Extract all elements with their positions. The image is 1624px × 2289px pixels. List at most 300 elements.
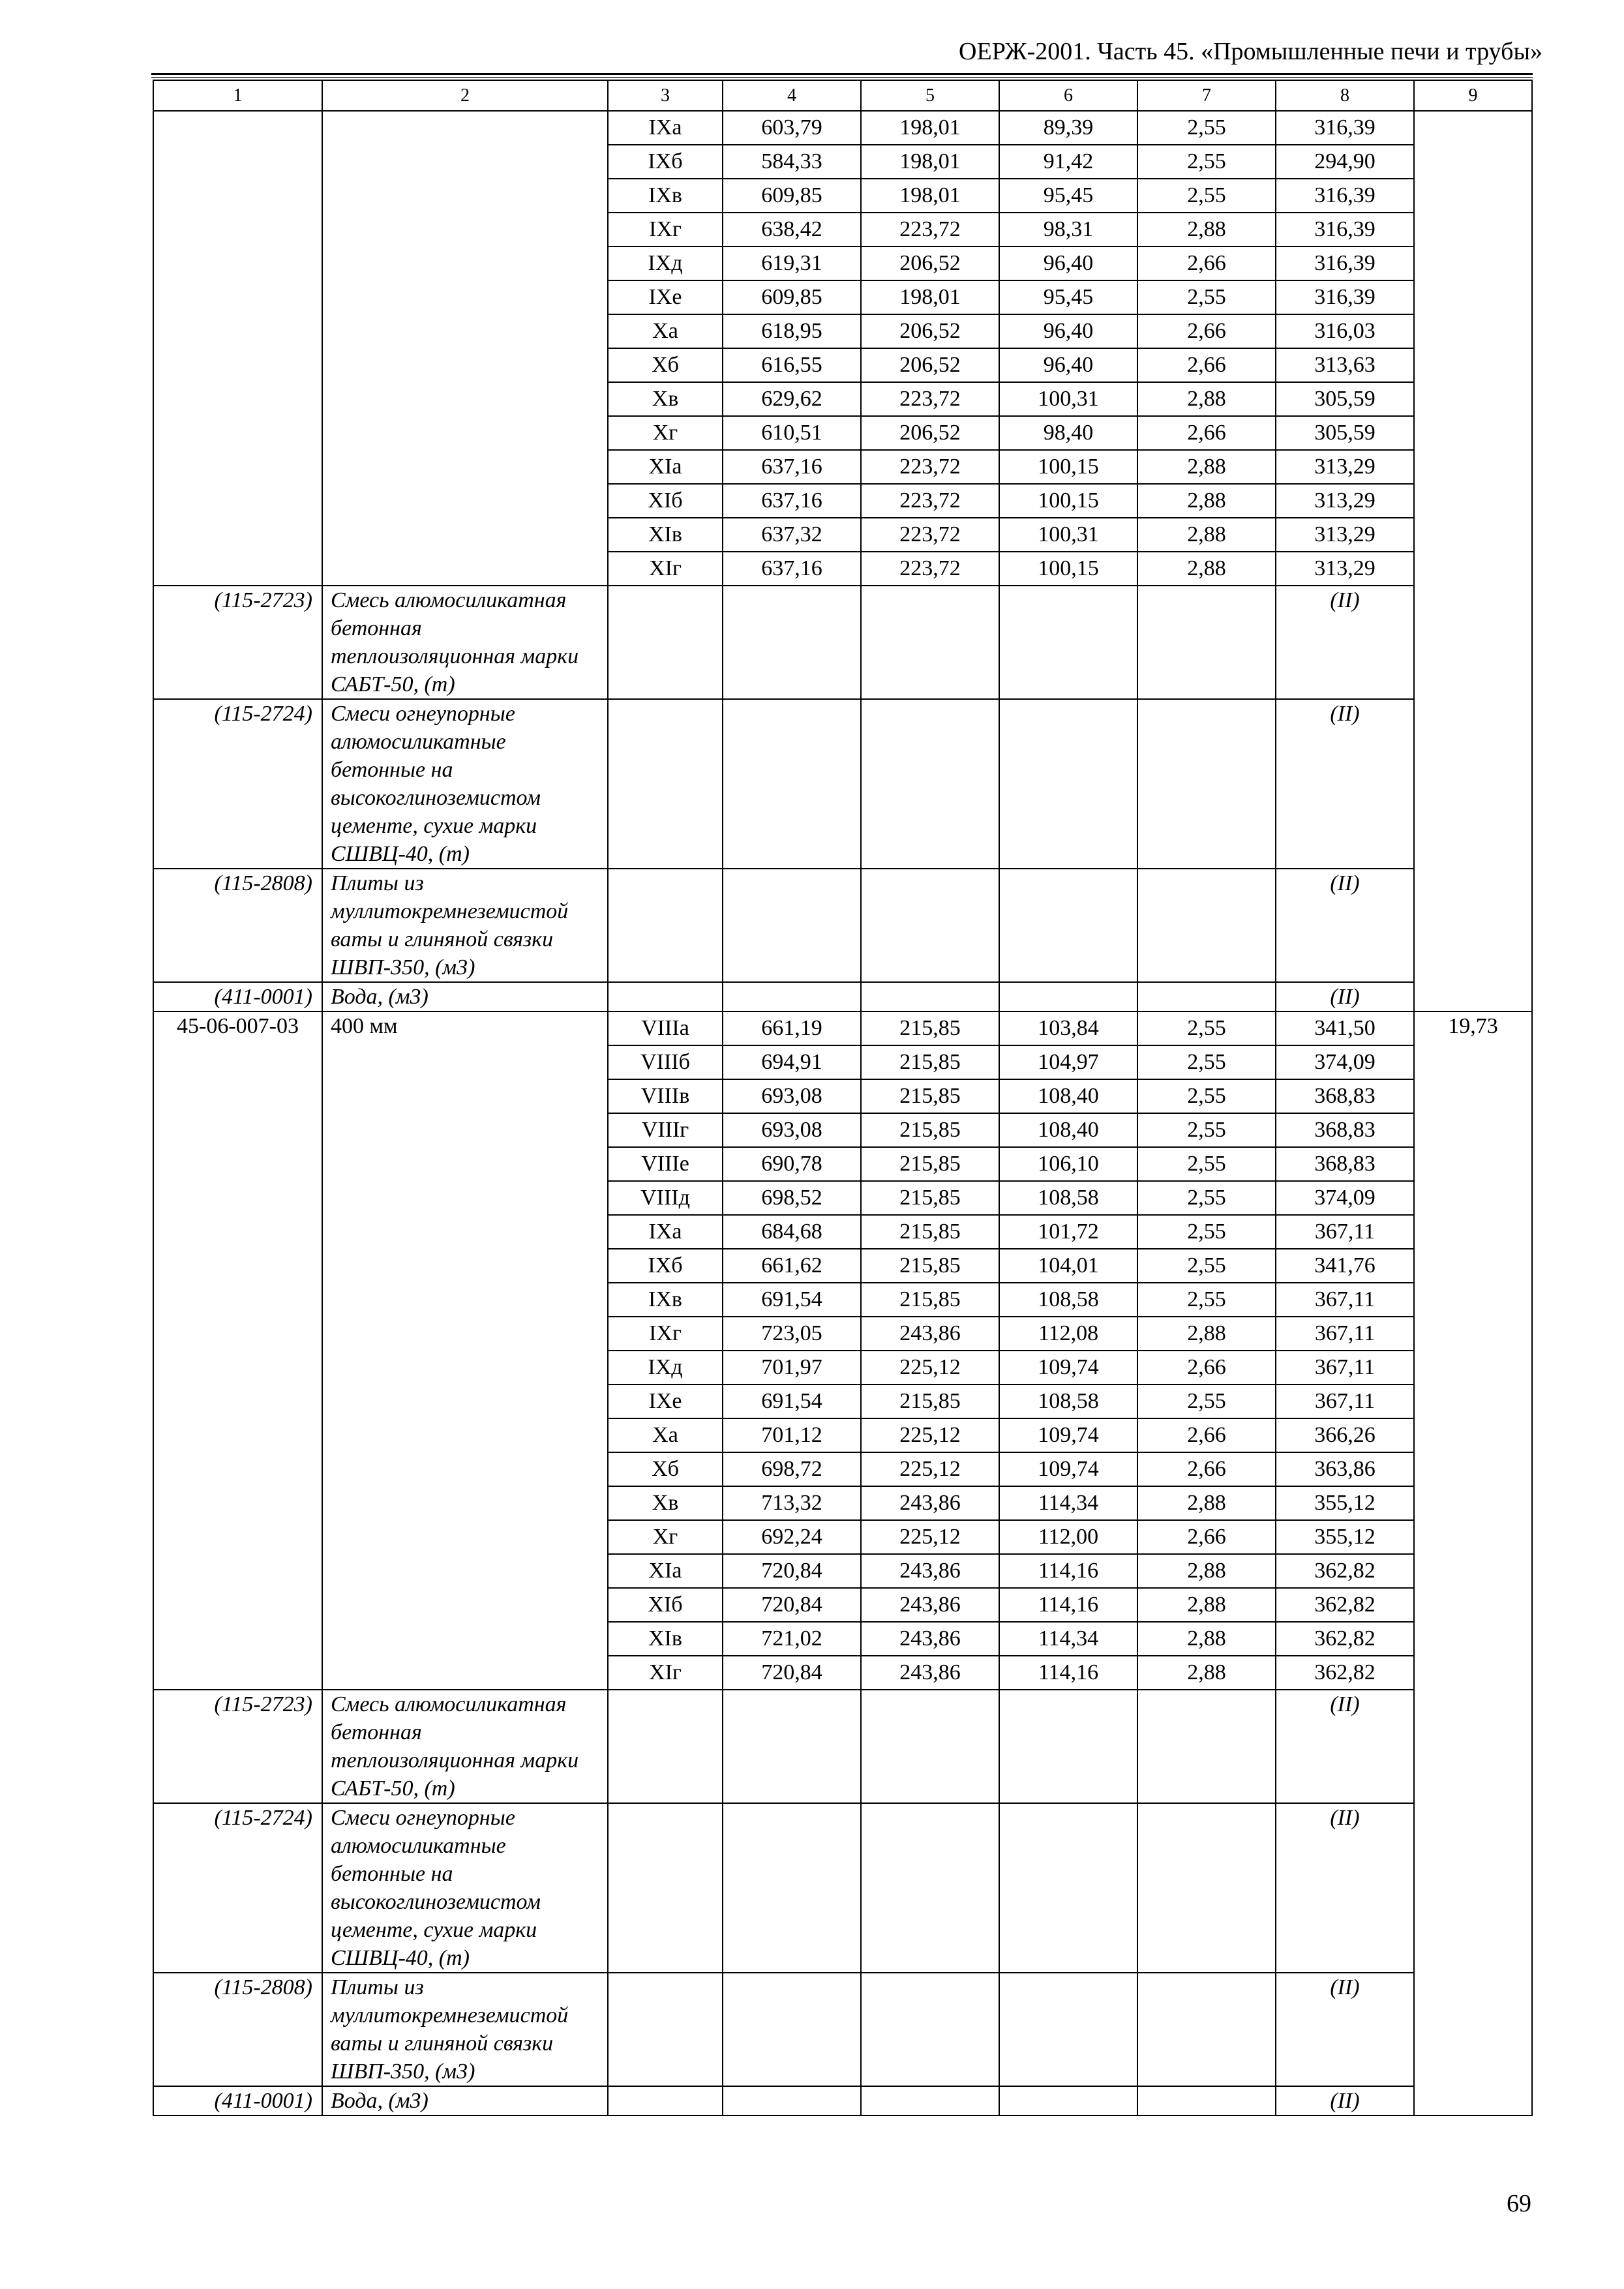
table-cell: 243,86 bbox=[861, 1656, 999, 1690]
table-cell: 108,40 bbox=[999, 1113, 1137, 1147]
empty-cell bbox=[861, 699, 999, 869]
table-cell: Xа bbox=[608, 1418, 723, 1452]
empty-cell bbox=[608, 1973, 723, 2086]
empty-cell bbox=[999, 1690, 1137, 1803]
table-cell: IXв bbox=[608, 1283, 723, 1317]
table-cell: 305,59 bbox=[1276, 416, 1414, 450]
table-cell: 2,66 bbox=[1137, 247, 1276, 280]
table-cell: 2,55 bbox=[1137, 1249, 1276, 1283]
header-rule-thick bbox=[151, 73, 1533, 75]
column-number: 4 bbox=[723, 80, 861, 111]
resource-name: Смеси огнеупорные алюмосиликатные бетонные на высокоглиноземистом цементе, сухие марки СШВЦ-40, (т) bbox=[322, 699, 608, 869]
table-cell: 2,55 bbox=[1137, 145, 1276, 179]
table-cell: VIIIд bbox=[608, 1181, 723, 1215]
table-cell: Xг bbox=[608, 416, 723, 450]
table-cell: 108,58 bbox=[999, 1283, 1137, 1317]
table-cell: 721,02 bbox=[723, 1622, 861, 1656]
table-cell: 2,88 bbox=[1137, 1588, 1276, 1622]
table-cell: 100,15 bbox=[999, 450, 1137, 484]
table-cell: 723,05 bbox=[723, 1317, 861, 1351]
empty-cell bbox=[608, 699, 723, 869]
table-cell: 691,54 bbox=[723, 1283, 861, 1317]
table-cell: 114,16 bbox=[999, 1554, 1137, 1588]
table-cell: 720,84 bbox=[723, 1554, 861, 1588]
table-cell: 2,88 bbox=[1137, 1622, 1276, 1656]
empty-cell bbox=[723, 1803, 861, 1973]
table-cell: 362,82 bbox=[1276, 1656, 1414, 1690]
table-cell: 206,52 bbox=[861, 247, 999, 280]
empty-cell bbox=[1137, 2086, 1276, 2116]
table-cell: 206,52 bbox=[861, 416, 999, 450]
table-cell: 2,88 bbox=[1137, 552, 1276, 586]
table-cell: 225,12 bbox=[861, 1452, 999, 1486]
resource-class: (II) bbox=[1276, 586, 1414, 699]
table-cell: 198,01 bbox=[861, 179, 999, 213]
rate-name bbox=[322, 111, 608, 586]
resource-class: (II) bbox=[1276, 1973, 1414, 2086]
resource-class: (II) bbox=[1276, 982, 1414, 1011]
table-cell: XIа bbox=[608, 1554, 723, 1588]
table-cell: 368,83 bbox=[1276, 1079, 1414, 1113]
column-number: 3 bbox=[608, 80, 723, 111]
table-cell: 609,85 bbox=[723, 179, 861, 213]
table-cell: 223,72 bbox=[861, 213, 999, 247]
table-cell: 215,85 bbox=[861, 1147, 999, 1181]
resource-code: (411-0001) bbox=[153, 2086, 322, 2116]
table-cell: 363,86 bbox=[1276, 1452, 1414, 1486]
resource-class: (II) bbox=[1276, 2086, 1414, 2116]
table-cell: Xб bbox=[608, 348, 723, 382]
table-cell: 368,83 bbox=[1276, 1147, 1414, 1181]
table-cell: 215,85 bbox=[861, 1113, 999, 1147]
empty-cell bbox=[723, 699, 861, 869]
table-cell: 374,09 bbox=[1276, 1181, 1414, 1215]
table-cell: 2,55 bbox=[1137, 1113, 1276, 1147]
empty-cell bbox=[999, 982, 1137, 1011]
table-cell: 584,33 bbox=[723, 145, 861, 179]
table-cell: 243,86 bbox=[861, 1588, 999, 1622]
table-cell: 96,40 bbox=[999, 348, 1137, 382]
table-cell: 2,66 bbox=[1137, 416, 1276, 450]
resource-name: Вода, (м3) bbox=[322, 982, 608, 1011]
table-cell: 198,01 bbox=[861, 111, 999, 145]
table-cell: 96,40 bbox=[999, 247, 1137, 280]
col9-value: 19,73 bbox=[1414, 1011, 1532, 2116]
table-cell: 215,85 bbox=[861, 1181, 999, 1215]
column-number: 2 bbox=[322, 80, 608, 111]
rate-name: 400 мм bbox=[322, 1011, 608, 1690]
table-cell: 2,55 bbox=[1137, 1079, 1276, 1113]
empty-cell bbox=[723, 2086, 861, 2116]
resource-code: (115-2723) bbox=[153, 586, 322, 699]
table-cell: IXе bbox=[608, 1384, 723, 1418]
table-cell: 366,26 bbox=[1276, 1418, 1414, 1452]
table-cell: 2,55 bbox=[1137, 280, 1276, 314]
table-cell: 100,15 bbox=[999, 552, 1137, 586]
table-cell: 698,72 bbox=[723, 1452, 861, 1486]
table-cell: Xв bbox=[608, 1486, 723, 1520]
table-cell: 2,88 bbox=[1137, 213, 1276, 247]
table-cell: 2,55 bbox=[1137, 1011, 1276, 1045]
empty-cell bbox=[723, 1973, 861, 2086]
table-cell: 103,84 bbox=[999, 1011, 1137, 1045]
empty-cell bbox=[999, 1803, 1137, 1973]
table-cell: 223,72 bbox=[861, 382, 999, 416]
table-cell: 106,10 bbox=[999, 1147, 1137, 1181]
table-cell: 684,68 bbox=[723, 1215, 861, 1249]
table-cell: 215,85 bbox=[861, 1011, 999, 1045]
table-cell: XIв bbox=[608, 518, 723, 552]
table-cell: 637,32 bbox=[723, 518, 861, 552]
table-cell: 362,82 bbox=[1276, 1588, 1414, 1622]
table-cell: 215,85 bbox=[861, 1249, 999, 1283]
table-cell: 637,16 bbox=[723, 552, 861, 586]
table-cell: XIв bbox=[608, 1622, 723, 1656]
empty-cell bbox=[861, 2086, 999, 2116]
table-cell: 694,91 bbox=[723, 1045, 861, 1079]
table-cell: 198,01 bbox=[861, 145, 999, 179]
table-cell: 114,16 bbox=[999, 1656, 1137, 1690]
header-rule-thin bbox=[151, 77, 1533, 78]
table-cell: IXб bbox=[608, 145, 723, 179]
table-cell: 215,85 bbox=[861, 1384, 999, 1418]
table-cell: 661,62 bbox=[723, 1249, 861, 1283]
table-cell: 362,82 bbox=[1276, 1622, 1414, 1656]
table-cell: XIг bbox=[608, 552, 723, 586]
resource-class: (II) bbox=[1276, 869, 1414, 982]
table-cell: 701,12 bbox=[723, 1418, 861, 1452]
table-cell: 98,40 bbox=[999, 416, 1137, 450]
table-cell: XIг bbox=[608, 1656, 723, 1690]
table-cell: 367,11 bbox=[1276, 1317, 1414, 1351]
table-cell: 609,85 bbox=[723, 280, 861, 314]
table-cell: 223,72 bbox=[861, 552, 999, 586]
table-cell: Xв bbox=[608, 382, 723, 416]
column-number: 7 bbox=[1137, 80, 1276, 111]
table-cell: 367,11 bbox=[1276, 1351, 1414, 1384]
table-cell: 2,55 bbox=[1137, 1147, 1276, 1181]
resource-code: (115-2724) bbox=[153, 1803, 322, 1973]
resource-row bbox=[153, 699, 1532, 869]
table-cell: XIб bbox=[608, 1588, 723, 1622]
table-cell: 341,50 bbox=[1276, 1011, 1414, 1045]
table-cell: 225,12 bbox=[861, 1418, 999, 1452]
table-cell: 313,29 bbox=[1276, 552, 1414, 586]
empty-cell bbox=[1137, 982, 1276, 1011]
table-cell: VIIIа bbox=[608, 1011, 723, 1045]
table-cell: 316,03 bbox=[1276, 314, 1414, 348]
table-cell: 223,72 bbox=[861, 518, 999, 552]
table-cell: 215,85 bbox=[861, 1079, 999, 1113]
table-cell: 2,66 bbox=[1137, 1452, 1276, 1486]
table-cell: 198,01 bbox=[861, 280, 999, 314]
table-cell: IXг bbox=[608, 1317, 723, 1351]
table-cell: 112,08 bbox=[999, 1317, 1137, 1351]
empty-cell bbox=[1137, 1690, 1276, 1803]
table-cell: 2,88 bbox=[1137, 382, 1276, 416]
table-cell: 243,86 bbox=[861, 1486, 999, 1520]
table-cell: 100,15 bbox=[999, 484, 1137, 518]
table-cell: 316,39 bbox=[1276, 280, 1414, 314]
empty-cell bbox=[861, 1803, 999, 1973]
table-cell: 2,88 bbox=[1137, 450, 1276, 484]
table-cell: 2,88 bbox=[1137, 1486, 1276, 1520]
table-cell: 109,74 bbox=[999, 1351, 1137, 1384]
table-cell: 362,82 bbox=[1276, 1554, 1414, 1588]
table-cell: 2,66 bbox=[1137, 1520, 1276, 1554]
table-cell: 316,39 bbox=[1276, 111, 1414, 145]
col9-value bbox=[1414, 111, 1532, 1011]
table-cell: 2,55 bbox=[1137, 1384, 1276, 1418]
resource-row bbox=[153, 869, 1532, 982]
table-cell: 341,76 bbox=[1276, 1249, 1414, 1283]
table-cell: 637,16 bbox=[723, 484, 861, 518]
resource-name: Плиты из муллитокремнеземистой ваты и глиняной связки ШВП-350, (м3) bbox=[322, 869, 608, 982]
table-cell: IXв bbox=[608, 179, 723, 213]
resource-code: (411-0001) bbox=[153, 982, 322, 1011]
table-cell: 2,66 bbox=[1137, 1418, 1276, 1452]
table-cell: 215,85 bbox=[861, 1045, 999, 1079]
table-cell: 618,95 bbox=[723, 314, 861, 348]
table-cell: Xа bbox=[608, 314, 723, 348]
table-cell: 603,79 bbox=[723, 111, 861, 145]
table-cell: 114,16 bbox=[999, 1588, 1137, 1622]
table-cell: 96,40 bbox=[999, 314, 1137, 348]
table-cell: 215,85 bbox=[861, 1283, 999, 1317]
table-cell: 243,86 bbox=[861, 1554, 999, 1588]
empty-cell bbox=[723, 1690, 861, 1803]
table-cell: 2,55 bbox=[1137, 179, 1276, 213]
table-cell: 223,72 bbox=[861, 484, 999, 518]
resource-row bbox=[153, 586, 1532, 699]
empty-cell bbox=[608, 1803, 723, 1973]
resource-class: (II) bbox=[1276, 1690, 1414, 1803]
table-cell: 374,09 bbox=[1276, 1045, 1414, 1079]
resource-class: (II) bbox=[1276, 699, 1414, 869]
resource-code: (115-2808) bbox=[153, 1973, 322, 2086]
empty-cell bbox=[861, 982, 999, 1011]
table-cell: 313,63 bbox=[1276, 348, 1414, 382]
table-cell: 109,74 bbox=[999, 1452, 1137, 1486]
table-cell: IXд bbox=[608, 1351, 723, 1384]
table-cell: 243,86 bbox=[861, 1317, 999, 1351]
table-cell: Xг bbox=[608, 1520, 723, 1554]
table-cell: 2,88 bbox=[1137, 1554, 1276, 1588]
empty-cell bbox=[1137, 699, 1276, 869]
table-cell: IXа bbox=[608, 1215, 723, 1249]
rates-table bbox=[153, 80, 1533, 2116]
resource-name: Смеси огнеупорные алюмосиликатные бетонные на высокоглиноземистом цементе, сухие марки СШВЦ-40, (т) bbox=[322, 1803, 608, 1973]
resource-row bbox=[153, 1803, 1532, 1973]
empty-cell bbox=[861, 586, 999, 699]
table-cell: 619,31 bbox=[723, 247, 861, 280]
table-cell: 225,12 bbox=[861, 1520, 999, 1554]
table-cell: 367,11 bbox=[1276, 1384, 1414, 1418]
table-cell: 629,62 bbox=[723, 382, 861, 416]
table-cell: 2,55 bbox=[1137, 1045, 1276, 1079]
column-number: 8 bbox=[1276, 80, 1414, 111]
table-cell: 355,12 bbox=[1276, 1520, 1414, 1554]
empty-cell bbox=[723, 586, 861, 699]
table-cell: 206,52 bbox=[861, 314, 999, 348]
table-cell: 2,88 bbox=[1137, 1656, 1276, 1690]
resource-code: (115-2724) bbox=[153, 699, 322, 869]
empty-cell bbox=[1137, 1973, 1276, 2086]
table-cell: 313,29 bbox=[1276, 484, 1414, 518]
resource-code: (115-2808) bbox=[153, 869, 322, 982]
table-cell: 690,78 bbox=[723, 1147, 861, 1181]
table-cell: 100,31 bbox=[999, 518, 1137, 552]
empty-cell bbox=[1137, 1803, 1276, 1973]
table-cell: 243,86 bbox=[861, 1622, 999, 1656]
resource-row bbox=[153, 1690, 1532, 1803]
empty-cell bbox=[999, 1973, 1137, 2086]
table-cell: 2,55 bbox=[1137, 1215, 1276, 1249]
table-cell: 2,88 bbox=[1137, 518, 1276, 552]
empty-cell bbox=[999, 699, 1137, 869]
table-cell: 313,29 bbox=[1276, 518, 1414, 552]
table-cell: 610,51 bbox=[723, 416, 861, 450]
table-cell: 114,34 bbox=[999, 1622, 1137, 1656]
resource-class: (II) bbox=[1276, 1803, 1414, 1973]
empty-cell bbox=[608, 869, 723, 982]
table-cell: 367,11 bbox=[1276, 1283, 1414, 1317]
empty-cell bbox=[723, 982, 861, 1011]
empty-cell bbox=[608, 2086, 723, 2116]
table-cell: VIIIе bbox=[608, 1147, 723, 1181]
table-cell: IXа bbox=[608, 111, 723, 145]
table-cell: 701,97 bbox=[723, 1351, 861, 1384]
table-cell: 112,00 bbox=[999, 1520, 1137, 1554]
resource-code: (115-2723) bbox=[153, 1690, 322, 1803]
page-number: 69 bbox=[1507, 2190, 1531, 2217]
column-number: 1 bbox=[153, 80, 322, 111]
table-cell: 316,39 bbox=[1276, 247, 1414, 280]
empty-cell bbox=[608, 1690, 723, 1803]
table-cell: VIIIб bbox=[608, 1045, 723, 1079]
table-cell: 95,45 bbox=[999, 179, 1137, 213]
resource-name: Смесь алюмосиликатная бетонная теплоизоляционная марки САБТ-50, (т) bbox=[322, 586, 608, 699]
resource-row bbox=[153, 1973, 1532, 2086]
column-number: 9 bbox=[1414, 80, 1532, 111]
table-cell: 89,39 bbox=[999, 111, 1137, 145]
table-cell: 2,55 bbox=[1137, 1181, 1276, 1215]
resource-name: Вода, (м3) bbox=[322, 2086, 608, 2116]
table-cell: XIа bbox=[608, 450, 723, 484]
column-number: 5 bbox=[861, 80, 999, 111]
empty-cell bbox=[723, 869, 861, 982]
table-cell: 114,34 bbox=[999, 1486, 1137, 1520]
table-cell: Xб bbox=[608, 1452, 723, 1486]
empty-cell bbox=[861, 1973, 999, 2086]
table-cell: 316,39 bbox=[1276, 213, 1414, 247]
table-cell: 108,58 bbox=[999, 1384, 1137, 1418]
rate-code bbox=[153, 111, 322, 586]
table-cell: 305,59 bbox=[1276, 382, 1414, 416]
table-cell: 661,19 bbox=[723, 1011, 861, 1045]
table-cell: 713,32 bbox=[723, 1486, 861, 1520]
table-cell: 313,29 bbox=[1276, 450, 1414, 484]
table-cell: 638,42 bbox=[723, 213, 861, 247]
table-cell: 693,08 bbox=[723, 1113, 861, 1147]
table-cell: 104,01 bbox=[999, 1249, 1137, 1283]
table-cell: IXб bbox=[608, 1249, 723, 1283]
empty-cell bbox=[608, 982, 723, 1011]
column-number-row bbox=[153, 80, 1532, 111]
table-cell: IXд bbox=[608, 247, 723, 280]
table-cell: 101,72 bbox=[999, 1215, 1137, 1249]
table-cell: XIб bbox=[608, 484, 723, 518]
table-cell: 720,84 bbox=[723, 1656, 861, 1690]
resource-name: Смесь алюмосиликатная бетонная теплоизоляционная марки САБТ-50, (т) bbox=[322, 1690, 608, 1803]
table-cell: 206,52 bbox=[861, 348, 999, 382]
table-cell: 2,66 bbox=[1137, 1351, 1276, 1384]
table-cell: 698,52 bbox=[723, 1181, 861, 1215]
table-cell: 294,90 bbox=[1276, 145, 1414, 179]
empty-cell bbox=[999, 869, 1137, 982]
table-cell: 98,31 bbox=[999, 213, 1137, 247]
table-cell: 215,85 bbox=[861, 1215, 999, 1249]
empty-cell bbox=[999, 586, 1137, 699]
table-row bbox=[153, 1011, 1532, 1045]
table-cell: 223,72 bbox=[861, 450, 999, 484]
empty-cell bbox=[999, 2086, 1137, 2116]
table-row bbox=[153, 111, 1532, 145]
table-cell: 616,55 bbox=[723, 348, 861, 382]
table-cell: VIIIг bbox=[608, 1113, 723, 1147]
table-cell: 2,66 bbox=[1137, 348, 1276, 382]
table-cell: 100,31 bbox=[999, 382, 1137, 416]
table-cell: 367,11 bbox=[1276, 1215, 1414, 1249]
empty-cell bbox=[1137, 869, 1276, 982]
table-cell: 368,83 bbox=[1276, 1113, 1414, 1147]
table-cell: 637,16 bbox=[723, 450, 861, 484]
empty-cell bbox=[861, 869, 999, 982]
table-cell: 692,24 bbox=[723, 1520, 861, 1554]
empty-cell bbox=[1137, 586, 1276, 699]
table-cell: 2,55 bbox=[1137, 1283, 1276, 1317]
table-cell: IXе bbox=[608, 280, 723, 314]
table-cell: 225,12 bbox=[861, 1351, 999, 1384]
table-cell: 2,88 bbox=[1137, 1317, 1276, 1351]
resource-row bbox=[153, 2086, 1532, 2116]
table-cell: 108,58 bbox=[999, 1181, 1137, 1215]
table-cell: 2,55 bbox=[1137, 111, 1276, 145]
table-cell: 691,54 bbox=[723, 1384, 861, 1418]
running-header: ОЕРЖ-2001. Часть 45. «Промышленные печи и трубы» bbox=[959, 38, 1542, 65]
rate-code: 45-06-007-03 bbox=[153, 1011, 322, 1690]
resource-row bbox=[153, 982, 1532, 1011]
table-cell: 2,88 bbox=[1137, 484, 1276, 518]
table-cell: 95,45 bbox=[999, 280, 1137, 314]
table-cell: 693,08 bbox=[723, 1079, 861, 1113]
table-cell: 720,84 bbox=[723, 1588, 861, 1622]
table-cell: VIIIв bbox=[608, 1079, 723, 1113]
column-number: 6 bbox=[999, 80, 1137, 111]
table-cell: 355,12 bbox=[1276, 1486, 1414, 1520]
empty-cell bbox=[861, 1690, 999, 1803]
table-cell: IXг bbox=[608, 213, 723, 247]
table-cell: 108,40 bbox=[999, 1079, 1137, 1113]
table-cell: 104,97 bbox=[999, 1045, 1137, 1079]
table-cell: 109,74 bbox=[999, 1418, 1137, 1452]
table-cell: 2,66 bbox=[1137, 314, 1276, 348]
empty-cell bbox=[608, 586, 723, 699]
resource-name: Плиты из муллитокремнеземистой ваты и глиняной связки ШВП-350, (м3) bbox=[322, 1973, 608, 2086]
table-body bbox=[153, 80, 1532, 2116]
table-cell: 316,39 bbox=[1276, 179, 1414, 213]
table-cell: 91,42 bbox=[999, 145, 1137, 179]
